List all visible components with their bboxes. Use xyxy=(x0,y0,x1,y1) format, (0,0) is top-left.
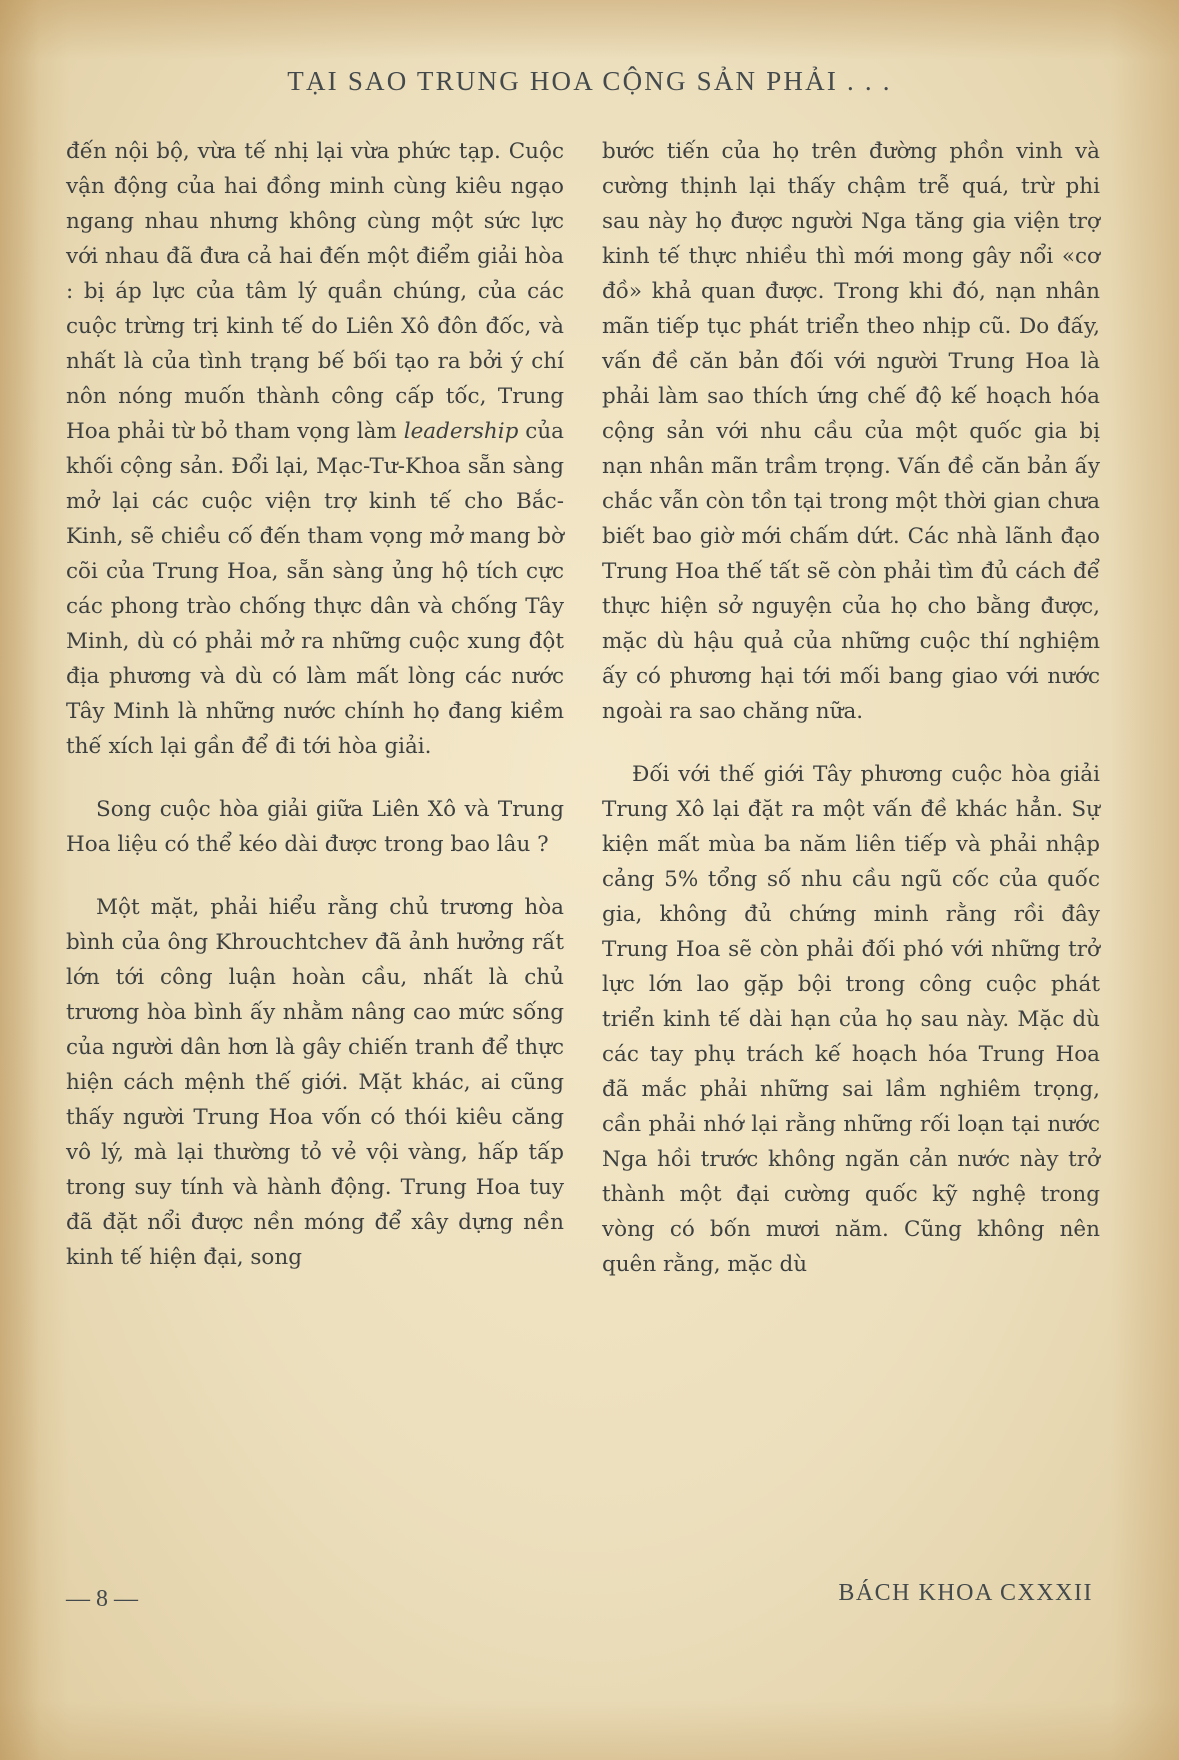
right-column xyxy=(602,134,1100,1310)
paragraph-text: đến nội bộ, vừa tế nhị lại vừa phức tạp. Cuộc vận động của hai đồng minh cùng kiêu ngạo ngang nhau nhưng không cùng một sức lực với nhau đã đưa cả hai đến một điểm giải hòa : bị áp lực của tâm lý quần chúng, của các cuộc trừng trị kinh tế do Liên Xô đôn đốc, và nhất là của tình trạng bế bối tạo ra bởi ý chí nôn nóng muốn thành công cấp tốc, Trung Hoa phải từ bỏ tham vọng làm xyxy=(66,139,564,444)
paragraph xyxy=(66,134,564,764)
page-spine-shadow xyxy=(0,0,40,1760)
paragraph: Một mặt, phải hiểu rằng chủ trương hòa bình của ông Khrouchtchev đã ảnh hưởng rất lớn tới công luận hoàn cầu, nhất là chủ trương hòa bình ấy nhằm nâng cao mức sống của người dân hơn là gây chiến tranh để thực hiện cách mệnh thế giới. Mặt khác, ai cũng thấy người Trung Hoa vốn có thói kiêu căng vô lý, mà lại thường tỏ vẻ vội vàng, hấp tấp trong suy tính và hành động. Trung Hoa tuy đã đặt nổi được nền móng để xây dựng nền kinh tế hiện đại, song xyxy=(66,895,564,1270)
paragraph: bước tiến của họ trên đường phồn vinh và cường thịnh lại thấy chậm trễ quá, trừ phi sau này họ được người Nga tăng gia viện trợ kinh tế thực nhiều thì mới mong gây nổi «cơ đồ» khả quan được. Trong khi đó, nạn nhân mãn tiếp tục phát triển theo nhịp cũ. Do đấy, vấn đề căn bản đối với người Trung Hoa là phải làm sao thích ứng chế độ kế hoạch hóa cộng sản với nhu cầu của một quốc gia bị nạn nhân mãn trầm trọng. Vấn đề căn bản ấy chắc vẫn còn tồn tại trong một thời gian chưa biết bao giờ mới chấm dứt. Các nhà lãnh đạo Trung Hoa thế tất sẽ còn phải tìm đủ cách để thực hiện sở nguyện của họ cho bằng được, mặc dù hậu quả của những cuộc thí nghiệm ấy có phương hại tới mối bang giao với nước ngoài ra sao chăng nữa. xyxy=(602,139,1100,724)
journal-issue: BÁCH KHOA CXXXII xyxy=(838,1580,1093,1606)
paragraph-text: của khối cộng sản. Đổi lại, Mạc-Tư-Khoa sẵn sàng mở lại các cuộc viện trợ kinh tế cho Bắc-Kinh, sẽ chiều cố đến tham vọng mở mang bờ cõi của Trung Hoa, sẵn sàng ủng hộ tích cực các phong trào chống thực dân và chống Tây Minh, dù có phải mở ra những cuộc xung đột địa phương và dù có làm mất lòng các nước Tây Minh là những nước chính họ đang kiềm thế xích lại gần để đi tới hòa giải. xyxy=(66,419,564,759)
page-number: — 8 — xyxy=(66,1586,138,1612)
left-column xyxy=(66,134,564,1303)
paragraph: Song cuộc hòa giải giữa Liên Xô và Trung Hoa liệu có thể kéo dài được trong bao lâu ? xyxy=(66,797,564,857)
running-header: TẠI SAO TRUNG HOA CỘNG SẢN PHẢI . . . xyxy=(287,66,892,96)
italic-term: leadership xyxy=(403,419,519,444)
paragraph: Đối với thế giới Tây phương cuộc hòa giải Trung Xô lại đặt ra một vấn đề khác hẳn. Sự kiện mất mùa ba năm liên tiếp và phải nhập cảng 5% tổng số nhu cầu ngũ cốc của quốc gia, không đủ chứng minh rằng rồi đây Trung Hoa sẽ còn phải đối phó với những trở lực lớn lao gặp bội trong công cuộc phát triển kinh tế dài hạn của họ sau này. Mặc dù các tay phụ trách kế hoạch hóa Trung Hoa đã mắc phải những sai lầm nghiêm trọng, cần phải nhớ lại rằng những rối loạn tại nước Nga hồi trước không ngăn cản nước này trở thành một đại cường quốc kỹ nghệ trong vòng có bốn mươi năm. Cũng không nên quên rằng, mặc dù xyxy=(602,762,1100,1277)
